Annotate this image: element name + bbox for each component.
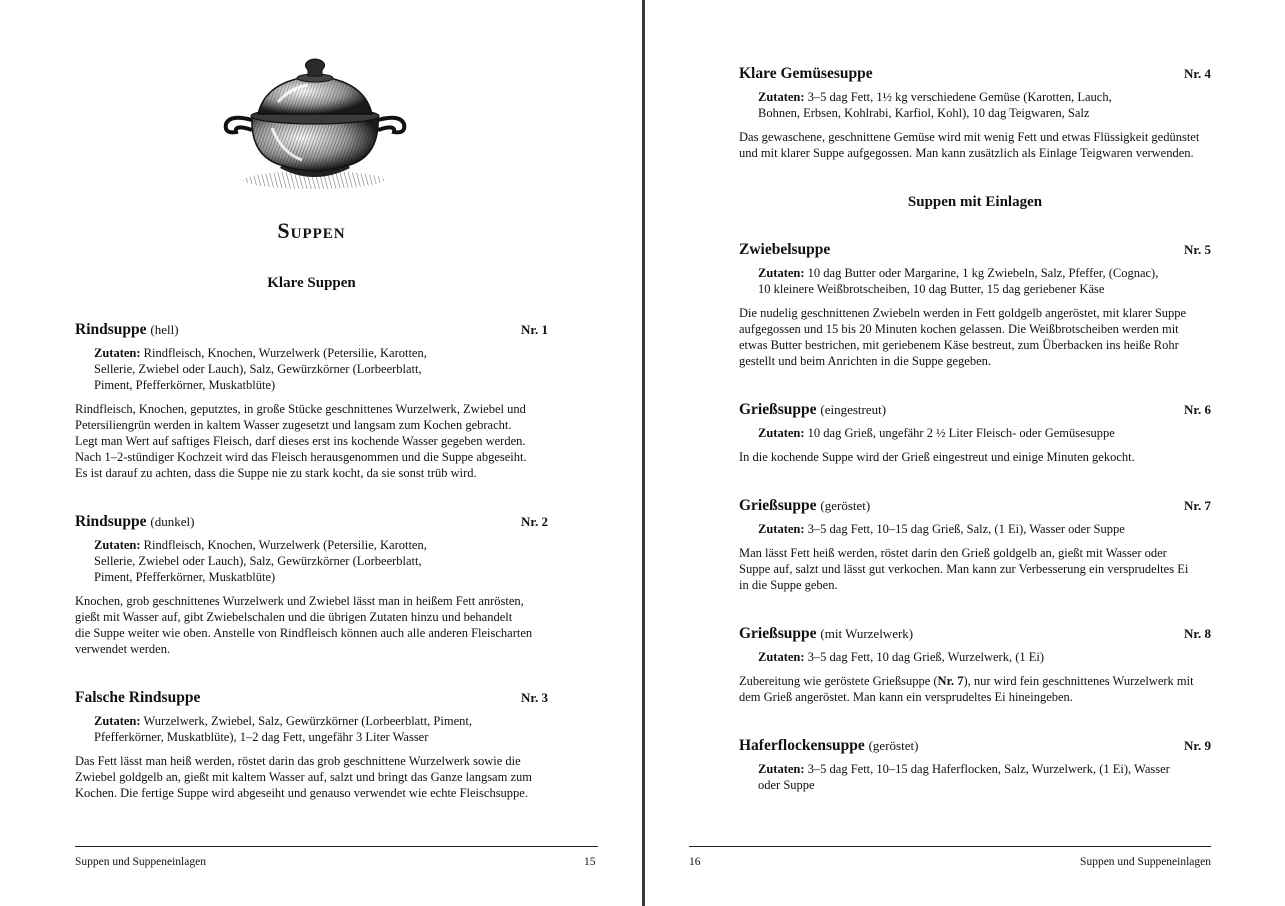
ingredients-label: Zutaten:	[758, 90, 805, 104]
ingredients-line: 3–5 dag Fett, 1½ kg verschiedene Gemüse (Karotten, Lauch,	[807, 90, 1112, 104]
ingredients	[94, 345, 548, 393]
recipe-title	[739, 625, 913, 643]
recipe-number: Nr. 3	[521, 690, 548, 705]
left-page	[0, 0, 642, 906]
ingredients-line: Sellerie, Zwiebel oder Lauch), Salz, Gewürzkörner (Lorbeerblatt,	[94, 554, 422, 568]
recipe-cross-reference: Nr. 7	[937, 674, 964, 688]
recipe-nr-5	[739, 241, 1211, 369]
recipe-title-text: Zwiebelsuppe	[739, 241, 831, 258]
recipe-title-text: Grießsuppe	[739, 401, 817, 418]
recipe-header	[75, 513, 548, 533]
recipe-note: (geröstet)	[868, 738, 919, 753]
recipe-number: Nr. 7	[1184, 498, 1211, 513]
section-title-suppen-mit-einlagen: Suppen mit Einlagen	[907, 194, 1043, 210]
recipe-title-text: Rindsuppe	[75, 321, 147, 338]
recipe-number: Nr. 9	[1184, 738, 1211, 753]
description-line: aufgegossen und 15 bis 20 Minuten kochen gelassen. Die Weißbrotscheiben werden mit	[739, 322, 1179, 336]
footer-title: Suppen und Suppeneinlagen	[1080, 856, 1211, 868]
recipe-number: Nr. 1	[521, 322, 548, 337]
recipe-nr-6	[739, 401, 1211, 465]
recipe-note: (dunkel)	[150, 514, 195, 529]
ingredients	[758, 761, 1211, 793]
recipe-title-text: Grießsuppe	[739, 625, 817, 642]
description-line: In die kochende Suppe wird der Grieß eingestreut und einige Minuten gekocht.	[739, 450, 1135, 464]
ingredients-line: Piment, Pfefferkörner, Muskatblüte)	[94, 378, 276, 392]
ingredients-line: 3–5 dag Fett, 10–15 dag Haferflocken, Salz, Wurzelwerk, (1 Ei), Wasser	[807, 762, 1170, 776]
recipe-note: (hell)	[150, 322, 179, 337]
description-line: die Suppe weiter wie oben. Anstelle von Rindfleisch können auch alle anderen Fleischarten	[75, 626, 533, 640]
recipe-note: (eingestreut)	[820, 402, 887, 417]
recipe-description	[739, 305, 1211, 369]
recipe-nr-7	[739, 497, 1211, 593]
ingredients-line: 10 kleinere Weißbrotscheiben, 10 dag Butter, 15 dag geriebener Käse	[758, 282, 1105, 296]
recipe-description	[739, 545, 1211, 593]
recipe-note: (mit Wurzelwerk)	[820, 626, 914, 641]
ingredients-line: Rindfleisch, Knochen, Wurzelwerk (Petersilie, Karotten,	[143, 538, 427, 552]
ingredients	[94, 537, 548, 585]
ingredients-line: Piment, Pfefferkörner, Muskatblüte)	[94, 570, 276, 584]
ingredients	[758, 649, 1211, 665]
ingredients-label: Zutaten:	[758, 522, 805, 536]
recipe-header	[739, 241, 1211, 261]
ingredients	[758, 425, 1211, 441]
recipe-title-text: Haferflockensuppe	[739, 737, 865, 754]
recipe-description	[75, 593, 548, 657]
ingredients	[758, 89, 1211, 121]
recipe-title	[739, 737, 918, 755]
ingredients-line: oder Suppe	[758, 778, 815, 792]
description-line: und mit klarer Suppe aufgegossen. Man kann zusätzlich als Einlage Teigwaren verwenden.	[739, 146, 1194, 160]
recipe-description	[739, 673, 1211, 705]
footer-rule	[689, 846, 1211, 847]
section-title-klare-suppen: Klare Suppen	[267, 275, 356, 291]
ingredients-label: Zutaten:	[758, 650, 805, 664]
description-line: verwendet werden.	[75, 642, 171, 656]
ingredients-label: Zutaten:	[758, 266, 805, 280]
recipe-title-text: Grießsuppe	[739, 497, 817, 514]
description-line: gießt mit Wasser auf, gibt Zwiebelschalen und die übrigen Zutaten hinzu und behandelt	[75, 610, 513, 624]
recipe-title	[75, 513, 194, 531]
ingredients-line: 3–5 dag Fett, 10–15 dag Grieß, Salz, (1 Ei), Wasser oder Suppe	[807, 522, 1125, 536]
recipe-number: Nr. 5	[1184, 242, 1211, 257]
recipe-header	[75, 689, 548, 709]
recipe-number: Nr. 6	[1184, 402, 1211, 417]
recipe-nr-1	[75, 321, 548, 481]
description-line: Das Fett lässt man heiß werden, röstet darin das grob geschnittene Wurzelwerk sowie die	[75, 754, 521, 768]
description-line: Legt man Wert auf saftiges Fleisch, darf dieses erst ins kochende Wasser gegeben werden.	[75, 434, 526, 448]
recipe-header	[739, 737, 1211, 757]
description-line: Kochen. Die fertige Suppe wird abgeseiht und genauso verwendet wie echte Fleischsuppe.	[75, 786, 528, 800]
description-line: Knochen, grob geschnittenes Wurzelwerk und Zwiebel lässt man in heißem Fett anrösten,	[75, 594, 524, 608]
description-text: Zubereitung wie geröstete Grießsuppe (	[739, 674, 938, 688]
description-line: gestellt und beim Anrichten in die Suppe gegeben.	[739, 354, 992, 368]
recipe-number: Nr. 8	[1184, 626, 1211, 641]
recipe-header	[739, 497, 1211, 517]
recipe-title	[739, 241, 830, 259]
recipe-header	[739, 625, 1211, 645]
recipe-title	[739, 401, 886, 419]
recipe-title	[739, 65, 873, 83]
description-line: Nach 1–2-stündiger Kochzeit wird das Fleisch herausgenommen und die Suppe abgeseiht.	[75, 450, 527, 464]
ingredients-line: Bohnen, Erbsen, Kohlrabi, Karfiol, Kohl), 10 dag Teigwaren, Salz	[758, 106, 1090, 120]
recipe-description	[739, 449, 1211, 465]
right-page	[645, 0, 1285, 906]
recipe-description	[739, 129, 1211, 161]
recipe-header	[739, 401, 1211, 421]
ingredients	[758, 521, 1211, 537]
recipe-number: Nr. 4	[1184, 66, 1211, 81]
ingredients-line: Rindfleisch, Knochen, Wurzelwerk (Petersilie, Karotten,	[143, 346, 427, 360]
description-line: Suppe auf, salzt und lässt gut verkochen. Man kann zur Verbesserung ein versprudeltes Ei	[739, 562, 1189, 576]
footer-title: Suppen und Suppeneinlagen	[75, 856, 206, 868]
ingredients-line: 10 dag Butter oder Margarine, 1 kg Zwiebeln, Salz, Pfeffer, (Cognac),	[807, 266, 1159, 280]
recipe-nr-3	[75, 689, 548, 801]
recipe-title-text: Rindsuppe	[75, 513, 147, 530]
recipe-nr-9	[739, 737, 1211, 793]
recipe-title	[75, 689, 200, 707]
recipe-note: (geröstet)	[820, 498, 871, 513]
ingredients	[94, 713, 548, 745]
ingredients-label: Zutaten:	[758, 762, 805, 776]
ingredients	[758, 265, 1211, 297]
recipe-header	[739, 65, 1211, 85]
recipe-description	[75, 401, 548, 481]
description-line: etwas Butter bestrichen, mit geriebenem Käse bestreut, zum Überbacken ins heiße Rohr	[739, 338, 1179, 352]
description-line: in die Suppe geben.	[739, 578, 838, 592]
description-line: Man lässt Fett heiß werden, röstet darin den Grieß goldgelb an, gießt mit Wasser oder	[739, 546, 1167, 560]
ingredients-label: Zutaten:	[94, 714, 141, 728]
description-line: Die nudelig geschnittenen Zwiebeln werden in Fett goldgelb angeröstet, mit klarer Suppe	[739, 306, 1187, 320]
description-line: dem Grieß angeröstet. Man kann ein versprudeltes Ei hineingeben.	[739, 690, 1073, 704]
recipe-nr-8	[739, 625, 1211, 705]
ingredients-line: Sellerie, Zwiebel oder Lauch), Salz, Gewürzkörner (Lorbeerblatt,	[94, 362, 422, 376]
description-line: Das gewaschene, geschnittene Gemüse wird mit wenig Fett und etwas Flüssigkeit gedünstet	[739, 130, 1200, 144]
soup-tureen-illustration	[222, 58, 407, 190]
description-line: Zwiebel goldgelb an, gießt mit kaltem Wasser auf, salzt und bringt das Ganze langsam zum	[75, 770, 532, 784]
recipe-title	[739, 497, 870, 515]
description-text: ), nur wird fein geschnittenes Wurzelwerk mit	[963, 674, 1194, 688]
ingredients-line: 10 dag Grieß, ungefähr 2 ½ Liter Fleisch- oder Gemüsesuppe	[807, 426, 1115, 440]
recipe-description	[75, 753, 548, 801]
recipe-number: Nr. 2	[521, 514, 548, 529]
recipe-title	[75, 321, 179, 339]
footer-rule	[75, 846, 598, 847]
ingredients-line: Wurzelwerk, Zwiebel, Salz, Gewürzkörner (Lorbeerblatt, Piment,	[143, 714, 472, 728]
recipe-title-text: Klare Gemüsesuppe	[739, 65, 873, 82]
recipe-header	[75, 321, 548, 341]
description-line: Petersiliengrün werden in kaltem Wasser zugesetzt und langsam zum Kochen gebracht.	[75, 418, 512, 432]
recipe-title-text: Falsche Rindsuppe	[75, 689, 201, 706]
page-number: 16	[689, 856, 701, 868]
page-number: 15	[584, 856, 596, 868]
chapter-title: Suppen	[277, 218, 346, 243]
ingredients-line: Pfefferkörner, Muskatblüte), 1–2 dag Fett, ungefähr 3 Liter Wasser	[94, 730, 429, 744]
ingredients-label: Zutaten:	[758, 426, 805, 440]
recipe-nr-2	[75, 513, 548, 657]
description-line: Es ist darauf zu achten, dass die Suppe nie zu stark kocht, da sie sonst trüb wird.	[75, 466, 477, 480]
ingredients-label: Zutaten:	[94, 346, 141, 360]
description-line: Rindfleisch, Knochen, geputztes, in große Stücke geschnittenes Wurzelwerk, Zwiebel und	[75, 402, 526, 416]
recipe-nr-4	[739, 65, 1211, 161]
ingredients-line: 3–5 dag Fett, 10 dag Grieß, Wurzelwerk, (1 Ei)	[807, 650, 1045, 664]
ingredients-label: Zutaten:	[94, 538, 141, 552]
